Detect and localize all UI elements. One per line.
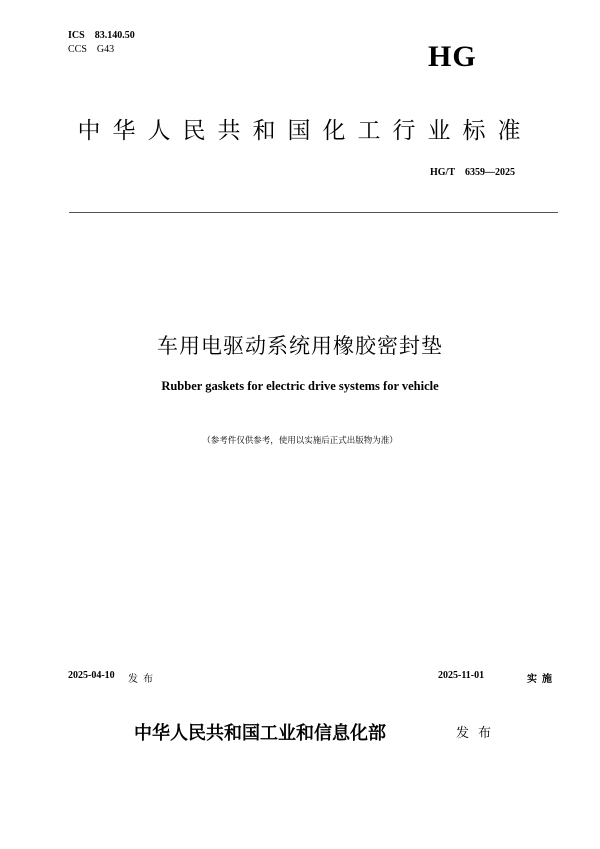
standard-category: 中华人民共和国化工行业标准	[77, 118, 533, 144]
hg-logo: HG	[428, 40, 477, 73]
ics-label: ICS	[68, 30, 85, 41]
issuing-authority: 中华人民共和国工业和信息化部	[134, 723, 386, 744]
ccs-classification	[68, 44, 114, 55]
reference-note: （参考件仅供参考，使用以实施后正式出版物为准）	[202, 436, 398, 446]
ccs-code: G43	[96, 44, 115, 55]
implementation-date: 2025-11-01	[438, 670, 485, 681]
header-divider	[69, 212, 558, 213]
issuer-label: 发布	[456, 726, 501, 741]
issue-label: 发布	[128, 674, 158, 685]
title-english: Rubber gaskets for electric drive systems for vehicle	[161, 379, 439, 393]
ccs-label: CCS	[68, 44, 87, 55]
standard-prefix: HG/T	[430, 167, 456, 178]
standard-number	[430, 167, 515, 178]
title-chinese: 车用电驱动系统用橡胶密封垫	[157, 334, 443, 358]
issue-date: 2025-04-10	[68, 670, 115, 681]
implementation-label: 实施	[527, 674, 557, 685]
ics-code: 83.140.50	[94, 30, 135, 41]
ics-classification	[68, 30, 135, 41]
standard-code: 6359—2025	[465, 167, 516, 178]
